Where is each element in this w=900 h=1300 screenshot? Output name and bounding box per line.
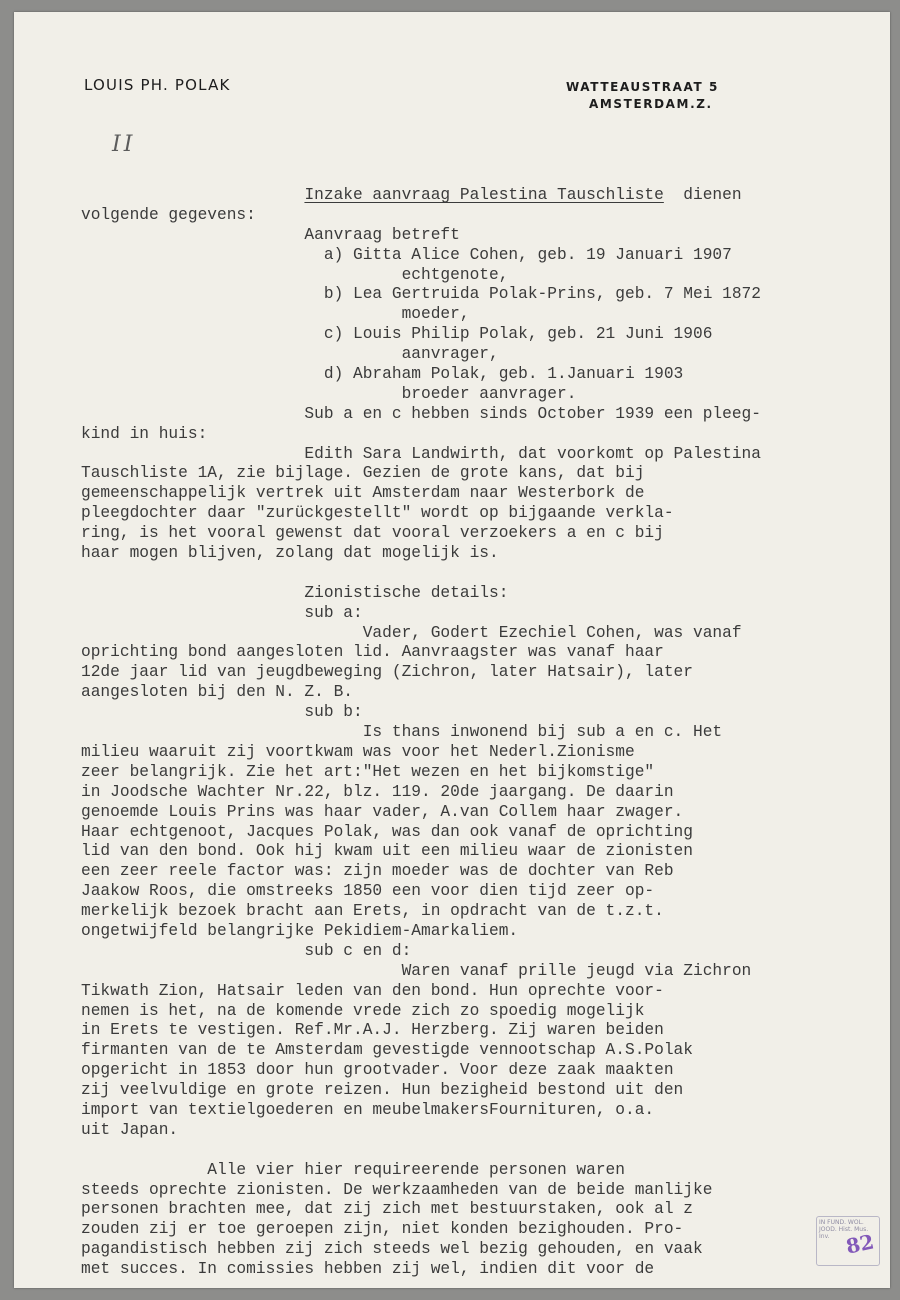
body-line: personen brachten mee, dat zij zich met bestuurstaken, ook al z	[81, 1200, 693, 1219]
body-line: nemen is het, na de komende vrede zich zo spoedig mogelijk	[81, 1001, 645, 1020]
archive-stamp-mark: 82	[843, 1229, 877, 1259]
body-line: zouden zij er toe geroepen zijn, niet konden bezighouden. Pro-	[81, 1220, 684, 1239]
body-line	[81, 564, 861, 584]
body-line: met succes. In comissies hebben zij wel, indien dit voor de	[81, 1260, 655, 1279]
body-line: firmanten van de te Amsterdam gevestigde vennootschap A.S.Polak	[81, 1041, 693, 1060]
subject-heading: Inzake aanvraag Palestina Tauschliste	[304, 186, 664, 204]
body-line	[81, 1141, 861, 1161]
body-line: zij veelvuldige en grote reizen. Hun bezigheid bestond uit den	[81, 1081, 684, 1100]
body-line: pagandistisch hebben zij zich steeds wel bezig gehouden, en vaak	[81, 1240, 703, 1259]
body-line: aangesloten bij den N. Z. B.	[81, 683, 353, 702]
body-line: lid van den bond. Ook hij kwam uit een milieu waar de zionisten	[81, 842, 693, 861]
body-line: merkelijk bezoek bracht aan Erets, in opdracht van de t.z.t.	[81, 902, 664, 921]
body-line: aanvrager,	[81, 345, 499, 364]
body-line: Zionistische details:	[81, 583, 509, 602]
body-line: volgende gegevens:	[81, 205, 256, 224]
body-line: Vader, Godert Ezechiel Cohen, was vanaf	[81, 623, 742, 642]
body-line: Aanvraag betreft	[81, 225, 460, 244]
body-line: echtgenote,	[81, 265, 509, 284]
body-line: uit Japan.	[81, 1120, 179, 1139]
body-line: oprichting bond aangesloten lid. Aanvraagster was vanaf haar	[81, 643, 664, 662]
body-line: gemeenschappelijk vertrek uit Amsterdam naar Westerbork de	[81, 484, 645, 503]
margin-pencil-note: II	[112, 132, 136, 157]
letter-page	[14, 12, 890, 1288]
body-line: haar mogen blijven, zolang dat mogelijk is.	[81, 544, 499, 563]
body-line: Edith Sara Landwirth, dat voorkomt op Palestina	[81, 444, 761, 463]
body-line: Is thans inwonend bij sub a en c. Het	[81, 723, 723, 742]
body-line: Tauschliste 1A, zie bijlage. Gezien de grote kans, dat bij	[81, 464, 645, 483]
body-line: a) Gitta Alice Cohen, geb. 19 Januari 1907	[81, 245, 732, 264]
letterhead-city: AMSTERDAM.Z.	[589, 97, 713, 111]
body-line: ongetwijfeld belangrijke Pekidiem-Amarkaliem.	[81, 921, 519, 940]
body-line: ring, is het vooral gewenst dat vooral verzoekers a en c bij	[81, 524, 664, 543]
body-line: in Erets te vestigen. Ref.Mr.A.J. Herzberg. Zij waren beiden	[81, 1021, 664, 1040]
body-line: moeder,	[81, 305, 470, 324]
body-line: kind in huis:	[81, 424, 208, 443]
body-line: Haar echtgenoot, Jacques Polak, was dan ook vanaf de oprichting	[81, 822, 693, 841]
body-line: een zeer reele factor was: zijn moeder was de dochter van Reb	[81, 862, 674, 881]
body-line: import van textielgoederen en meubelmakersFournituren, o.a.	[81, 1100, 655, 1119]
body-line: 12de jaar lid van jeugdbeweging (Zichron, later Hatsair), later	[81, 663, 693, 682]
letterhead-street: WATTEAUSTRAAT 5	[566, 80, 719, 94]
body-line: Sub a en c hebben sinds October 1939 een pleeg-	[81, 404, 761, 423]
body-line: Tikwath Zion, Hatsair leden van den bond. Hun oprechte voor-	[81, 981, 664, 1000]
body-line: sub a:	[81, 603, 363, 622]
body-line: zeer belangrijk. Zie het art:"Het wezen en het bijkomstige"	[81, 762, 655, 781]
body-line: Alle vier hier requireerende personen waren	[81, 1160, 625, 1179]
archive-stamp-text: IN FUND. WOL. JOOD. Hist. Mus. Inv.	[819, 1219, 869, 1240]
body-line: Jaakow Roos, die omstreeks 1850 een voor dien tijd zeer op-	[81, 882, 655, 901]
body-line: pleegdochter daar "zurückgestellt" wordt op bijgaande verkla-	[81, 504, 674, 523]
body-line: opgericht in 1853 door hun grootvader. Voor deze zaak maakten	[81, 1061, 674, 1080]
body-line: steeds oprechte zionisten. De werkzaamheden van de beide manlijke	[81, 1180, 713, 1199]
letterhead-name: LOUIS PH. POLAK	[84, 76, 231, 94]
body-line: in Joodsche Wachter Nr.22, blz. 119. 20de jaargang. De daarin	[81, 782, 674, 801]
body-line: broeder aanvrager.	[81, 384, 577, 403]
body-line: d) Abraham Polak, geb. 1.Januari 1903	[81, 365, 684, 384]
body-line: milieu waaruit zij voortkwam was voor het Nederl.Zionisme	[81, 742, 635, 761]
letter-body	[81, 186, 861, 1280]
body-line: sub c en d:	[81, 941, 412, 960]
body-line: Waren vanaf prille jeugd via Zichron	[81, 961, 752, 980]
body-line: sub b:	[81, 703, 363, 722]
body-line: genoemde Louis Prins was haar vader, A.van Collem haar zwager.	[81, 802, 684, 821]
body-line: Inzake aanvraag Palestina Tauschliste dienen	[304, 186, 742, 204]
body-line: b) Lea Gertruida Polak-Prins, geb. 7 Mei 1872	[81, 285, 761, 304]
body-line: c) Louis Philip Polak, geb. 21 Juni 1906	[81, 325, 713, 344]
